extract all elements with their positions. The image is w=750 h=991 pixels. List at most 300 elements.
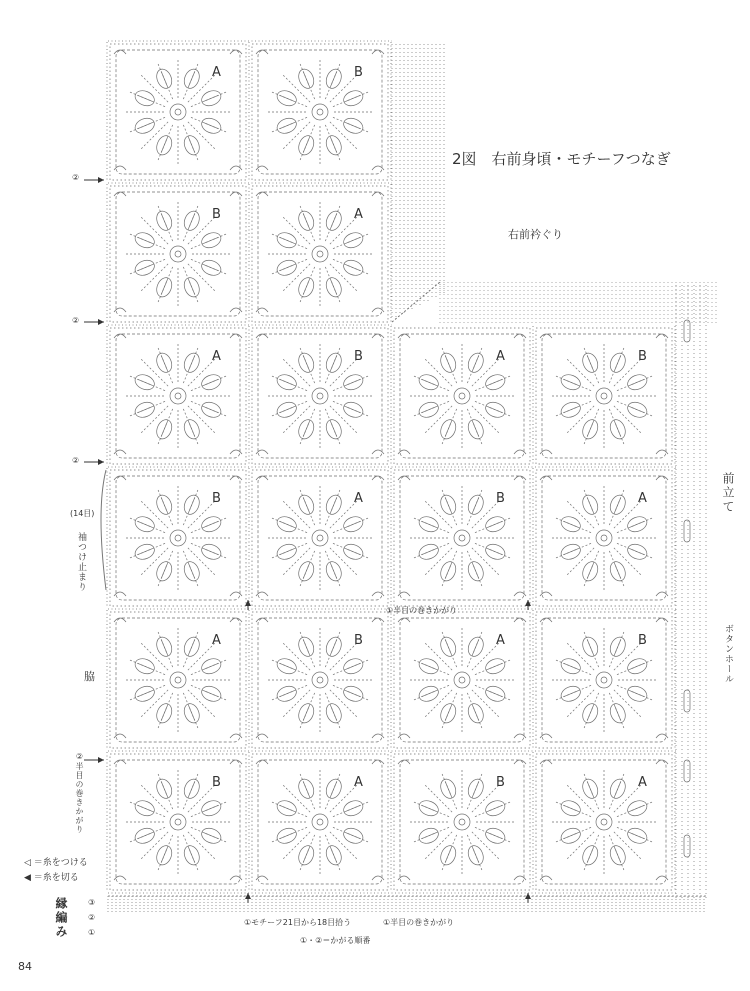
petal-vein bbox=[279, 663, 294, 669]
petal-vein bbox=[421, 663, 436, 669]
petal-vein bbox=[331, 71, 337, 86]
petal-vein bbox=[346, 805, 361, 811]
petal-vein bbox=[421, 691, 436, 697]
petal-vein bbox=[587, 355, 593, 370]
petal-vein bbox=[445, 497, 451, 512]
petal-vein bbox=[303, 422, 309, 437]
center-ring bbox=[170, 104, 186, 120]
motif-A bbox=[536, 470, 672, 606]
petal-vein bbox=[473, 848, 479, 863]
motif-B bbox=[110, 186, 246, 322]
petal-vein bbox=[189, 213, 195, 228]
corner-chain bbox=[514, 476, 526, 480]
center-dot bbox=[601, 677, 607, 683]
petal-vein bbox=[587, 848, 593, 863]
petal-vein bbox=[473, 706, 479, 721]
motif-A bbox=[110, 44, 246, 180]
corner-chain bbox=[514, 334, 526, 338]
petal-vein bbox=[488, 691, 503, 697]
corner-chain bbox=[114, 592, 126, 596]
petal-vein bbox=[303, 564, 309, 579]
center-ring bbox=[312, 104, 328, 120]
petal-vein bbox=[137, 663, 152, 669]
corner-chain bbox=[114, 308, 126, 312]
petal-vein bbox=[587, 564, 593, 579]
petal-vein bbox=[630, 663, 645, 669]
petal-vein bbox=[279, 549, 294, 555]
center-ring bbox=[454, 814, 470, 830]
petal-vein bbox=[473, 497, 479, 512]
join-arrowhead bbox=[98, 459, 104, 465]
center-dot bbox=[459, 535, 465, 541]
motif-B bbox=[536, 612, 672, 748]
buttonhole bbox=[684, 690, 690, 712]
petal-vein bbox=[615, 639, 621, 654]
center-dot bbox=[459, 393, 465, 399]
petal-vein bbox=[189, 781, 195, 796]
petal-vein bbox=[473, 355, 479, 370]
motif-letter: B bbox=[496, 491, 505, 506]
motif-B bbox=[252, 328, 388, 464]
center-dot bbox=[175, 677, 181, 683]
petal-vein bbox=[137, 95, 152, 101]
petal-vein bbox=[346, 237, 361, 243]
petal-vein bbox=[137, 805, 152, 811]
petal-vein bbox=[331, 639, 337, 654]
corner-chain bbox=[372, 192, 384, 196]
petal-vein bbox=[161, 138, 167, 153]
corner-chain bbox=[230, 50, 242, 54]
petal-vein bbox=[137, 237, 152, 243]
petal-vein bbox=[303, 71, 309, 86]
petal-vein bbox=[189, 71, 195, 86]
petal-vein bbox=[303, 138, 309, 153]
corner-chain bbox=[398, 450, 410, 454]
petal-vein bbox=[445, 706, 451, 721]
petal-vein bbox=[346, 833, 361, 839]
petal-vein bbox=[279, 379, 294, 385]
petal-vein bbox=[346, 123, 361, 129]
corner-chain bbox=[256, 450, 268, 454]
center-dot bbox=[317, 109, 323, 115]
petal-vein bbox=[331, 706, 337, 721]
petal-vein bbox=[473, 781, 479, 796]
petal-vein bbox=[346, 95, 361, 101]
motif-B bbox=[252, 44, 388, 180]
petal-vein bbox=[346, 265, 361, 271]
petal-vein bbox=[189, 564, 195, 579]
corner-chain bbox=[372, 50, 384, 54]
motif-letter: A bbox=[212, 65, 221, 80]
corner-chain bbox=[230, 760, 242, 764]
petal-vein bbox=[279, 691, 294, 697]
corner-chain bbox=[114, 450, 126, 454]
petal-vein bbox=[445, 355, 451, 370]
petal-vein bbox=[137, 123, 152, 129]
petal-vein bbox=[331, 497, 337, 512]
corner-chain bbox=[230, 192, 242, 196]
corner-chain bbox=[114, 876, 126, 880]
center-ring bbox=[170, 814, 186, 830]
petal-vein bbox=[346, 549, 361, 555]
corner-chain bbox=[256, 308, 268, 312]
corner-chain bbox=[256, 166, 268, 170]
center-dot bbox=[175, 535, 181, 541]
edging-row-1: ① bbox=[88, 928, 96, 937]
petal-vein bbox=[161, 706, 167, 721]
armhole-rows-label: (14目) bbox=[70, 509, 95, 518]
petal-vein bbox=[421, 407, 436, 413]
petal-vein bbox=[587, 422, 593, 437]
corner-chain bbox=[514, 618, 526, 622]
center-dot bbox=[175, 393, 181, 399]
center-dot bbox=[601, 535, 607, 541]
petal-vein bbox=[137, 379, 152, 385]
center-ring bbox=[312, 672, 328, 688]
petal-vein bbox=[331, 138, 337, 153]
petal-vein bbox=[189, 497, 195, 512]
petal-vein bbox=[204, 379, 219, 385]
petal-vein bbox=[161, 497, 167, 512]
motif-A bbox=[394, 612, 530, 748]
petal-vein bbox=[331, 564, 337, 579]
motif-letter: B bbox=[638, 349, 647, 364]
center-dot bbox=[317, 819, 323, 825]
petal-vein bbox=[161, 213, 167, 228]
corner-chain bbox=[398, 592, 410, 596]
attach-yarn-icon: ◁ bbox=[24, 858, 31, 868]
petal-vein bbox=[279, 833, 294, 839]
join-marker-row2: ② bbox=[72, 316, 80, 325]
center-ring bbox=[170, 388, 186, 404]
petal-vein bbox=[137, 521, 152, 527]
center-ring bbox=[170, 246, 186, 262]
petal-vein bbox=[488, 379, 503, 385]
petal-vein bbox=[615, 848, 621, 863]
corner-chain bbox=[656, 476, 668, 480]
corner-chain bbox=[398, 876, 410, 880]
center-dot bbox=[601, 819, 607, 825]
buttonhole bbox=[684, 520, 690, 542]
petal-vein bbox=[303, 706, 309, 721]
center-ring bbox=[170, 672, 186, 688]
neck-shaping bbox=[392, 44, 444, 320]
motif-B bbox=[394, 754, 530, 890]
petal-vein bbox=[189, 639, 195, 654]
petal-vein bbox=[204, 237, 219, 243]
petal-vein bbox=[189, 280, 195, 295]
petal-vein bbox=[161, 781, 167, 796]
center-ring bbox=[454, 530, 470, 546]
petal-vein bbox=[615, 781, 621, 796]
corner-chain bbox=[230, 618, 242, 622]
motif-letter: A bbox=[212, 349, 221, 364]
petal-vein bbox=[630, 549, 645, 555]
petal-vein bbox=[630, 691, 645, 697]
motif-letter: A bbox=[354, 775, 363, 790]
petal-vein bbox=[445, 564, 451, 579]
petal-vein bbox=[473, 564, 479, 579]
corner-chain bbox=[398, 734, 410, 738]
center-ring bbox=[312, 246, 328, 262]
petal-vein bbox=[331, 213, 337, 228]
center-dot bbox=[317, 393, 323, 399]
center-ring bbox=[170, 530, 186, 546]
corner-chain bbox=[656, 618, 668, 622]
join-marker-row1: ② bbox=[72, 173, 80, 182]
petal-vein bbox=[303, 497, 309, 512]
center-ring bbox=[312, 814, 328, 830]
corner-chain bbox=[372, 618, 384, 622]
petal-vein bbox=[587, 497, 593, 512]
corner-chain bbox=[372, 760, 384, 764]
motif-A bbox=[252, 754, 388, 890]
join-order-label: ①・②＝かがる順番 bbox=[300, 936, 371, 945]
petal-vein bbox=[563, 407, 578, 413]
petal-vein bbox=[204, 95, 219, 101]
armhole-label: 袖つけ止まり bbox=[76, 532, 86, 592]
petal-vein bbox=[473, 422, 479, 437]
petal-vein bbox=[279, 237, 294, 243]
motif-letter: B bbox=[212, 775, 221, 790]
center-dot bbox=[317, 251, 323, 257]
petal-vein bbox=[331, 355, 337, 370]
petal-vein bbox=[615, 706, 621, 721]
edging-row-3: ③ bbox=[88, 898, 96, 907]
petal-vein bbox=[421, 549, 436, 555]
corner-chain bbox=[256, 876, 268, 880]
corner-chain bbox=[372, 476, 384, 480]
petal-vein bbox=[204, 123, 219, 129]
petal-vein bbox=[346, 663, 361, 669]
petal-vein bbox=[421, 805, 436, 811]
petal-vein bbox=[161, 848, 167, 863]
petal-vein bbox=[563, 521, 578, 527]
corner-chain bbox=[540, 450, 552, 454]
motif-A bbox=[252, 470, 388, 606]
corner-chain bbox=[540, 592, 552, 596]
corner-chain bbox=[656, 334, 668, 338]
petal-vein bbox=[587, 706, 593, 721]
petal-vein bbox=[331, 781, 337, 796]
petal-vein bbox=[161, 280, 167, 295]
edging-row-2: ② bbox=[88, 913, 96, 922]
join-arrowhead bbox=[98, 177, 104, 183]
petal-vein bbox=[137, 407, 152, 413]
corner-chain bbox=[372, 334, 384, 338]
petal-vein bbox=[346, 407, 361, 413]
corner-chain bbox=[514, 760, 526, 764]
corner-chain bbox=[230, 476, 242, 480]
motif-B bbox=[110, 754, 246, 890]
petal-vein bbox=[204, 691, 219, 697]
motif-letter: B bbox=[212, 491, 221, 506]
center-ring bbox=[596, 388, 612, 404]
petal-vein bbox=[279, 805, 294, 811]
petal-vein bbox=[279, 95, 294, 101]
motif-letter: B bbox=[212, 207, 221, 222]
petal-vein bbox=[303, 280, 309, 295]
center-ring bbox=[596, 814, 612, 830]
legend-attach-text: ＝糸をつける bbox=[33, 858, 88, 868]
petal-vein bbox=[445, 639, 451, 654]
center-ring bbox=[596, 530, 612, 546]
petal-vein bbox=[346, 691, 361, 697]
petal-vein bbox=[488, 407, 503, 413]
motif-letter: A bbox=[212, 633, 221, 648]
petal-vein bbox=[630, 379, 645, 385]
petal-vein bbox=[204, 265, 219, 271]
petal-vein bbox=[303, 213, 309, 228]
petal-vein bbox=[421, 379, 436, 385]
petal-vein bbox=[630, 407, 645, 413]
bottom-edging bbox=[108, 896, 706, 912]
cut-yarn-icon: ◀ bbox=[24, 873, 31, 883]
petal-vein bbox=[303, 848, 309, 863]
petal-vein bbox=[204, 663, 219, 669]
petal-vein bbox=[630, 521, 645, 527]
petal-vein bbox=[204, 805, 219, 811]
petal-vein bbox=[488, 549, 503, 555]
petal-vein bbox=[445, 848, 451, 863]
petal-vein bbox=[137, 549, 152, 555]
center-dot bbox=[175, 251, 181, 257]
center-dot bbox=[601, 393, 607, 399]
legend-attach bbox=[24, 855, 88, 868]
petal-vein bbox=[473, 639, 479, 654]
petal-vein bbox=[204, 549, 219, 555]
motif-letter: A bbox=[496, 633, 505, 648]
motif-B bbox=[536, 328, 672, 464]
petal-vein bbox=[161, 639, 167, 654]
petal-vein bbox=[331, 280, 337, 295]
motif-letter: A bbox=[354, 491, 363, 506]
petal-vein bbox=[563, 691, 578, 697]
petal-vein bbox=[204, 407, 219, 413]
center-dot bbox=[317, 677, 323, 683]
petal-vein bbox=[303, 355, 309, 370]
motif-letter: B bbox=[496, 775, 505, 790]
motif-letter: B bbox=[354, 633, 363, 648]
neckline-label: 右前衿ぐり bbox=[508, 228, 563, 241]
petal-vein bbox=[445, 422, 451, 437]
petal-vein bbox=[279, 407, 294, 413]
petal-vein bbox=[563, 805, 578, 811]
motif-letter: A bbox=[638, 775, 647, 790]
motif-letter: B bbox=[354, 65, 363, 80]
bottom-join-label-2: ①半目の巻きかがり bbox=[383, 918, 455, 927]
join-arrowhead bbox=[98, 319, 104, 325]
buttonhole bbox=[684, 835, 690, 857]
petal-vein bbox=[630, 805, 645, 811]
motif-letter: B bbox=[354, 349, 363, 364]
page-number: 84 bbox=[18, 960, 32, 973]
front-band-label: 前立て bbox=[721, 472, 735, 514]
motif-letter: A bbox=[354, 207, 363, 222]
edging-label: 縁編み bbox=[54, 897, 68, 939]
motif-B bbox=[394, 470, 530, 606]
side-start-label: ②半目の巻きかがり bbox=[75, 752, 84, 834]
petal-vein bbox=[303, 781, 309, 796]
center-dot bbox=[175, 819, 181, 825]
petal-vein bbox=[161, 422, 167, 437]
center-dot bbox=[175, 109, 181, 115]
petal-vein bbox=[189, 355, 195, 370]
petal-vein bbox=[615, 497, 621, 512]
corner-chain bbox=[230, 334, 242, 338]
petal-vein bbox=[189, 422, 195, 437]
motif-A bbox=[110, 328, 246, 464]
buttonhole-label: ボタンホール bbox=[723, 624, 733, 684]
center-dot bbox=[317, 535, 323, 541]
diagram-title: 2図 右前身頃・モチーフつなぎ bbox=[452, 150, 671, 168]
petal-vein bbox=[563, 833, 578, 839]
motif-letter: A bbox=[496, 349, 505, 364]
motif-A bbox=[110, 612, 246, 748]
petal-vein bbox=[161, 564, 167, 579]
petal-vein bbox=[445, 781, 451, 796]
petal-vein bbox=[161, 71, 167, 86]
join-marker-row3: ② bbox=[72, 456, 80, 465]
petal-vein bbox=[488, 805, 503, 811]
motif-letter: B bbox=[638, 633, 647, 648]
petal-vein bbox=[303, 639, 309, 654]
petal-vein bbox=[189, 138, 195, 153]
corner-chain bbox=[540, 876, 552, 880]
petal-vein bbox=[630, 833, 645, 839]
motif-A bbox=[252, 186, 388, 322]
armhole-bracket bbox=[101, 470, 106, 590]
side-label: 脇 bbox=[84, 670, 95, 683]
center-ring bbox=[312, 530, 328, 546]
corner-chain bbox=[114, 734, 126, 738]
bottom-join-label-1: ①モチーフ21目から18目拾う bbox=[244, 918, 352, 927]
petal-vein bbox=[488, 521, 503, 527]
petal-vein bbox=[346, 379, 361, 385]
petal-vein bbox=[615, 422, 621, 437]
petal-vein bbox=[279, 521, 294, 527]
corner-chain bbox=[540, 734, 552, 738]
petal-vein bbox=[421, 521, 436, 527]
motif-B bbox=[110, 470, 246, 606]
petal-vein bbox=[161, 355, 167, 370]
petal-vein bbox=[615, 355, 621, 370]
center-ring bbox=[454, 388, 470, 404]
mid-join-label: ①半目の巻きかがり bbox=[386, 606, 458, 615]
petal-vein bbox=[331, 848, 337, 863]
center-dot bbox=[459, 677, 465, 683]
motif-B bbox=[252, 612, 388, 748]
corner-chain bbox=[114, 166, 126, 170]
petal-vein bbox=[279, 265, 294, 271]
petal-vein bbox=[563, 379, 578, 385]
corner-chain bbox=[256, 734, 268, 738]
petal-vein bbox=[137, 265, 152, 271]
center-ring bbox=[312, 388, 328, 404]
petal-vein bbox=[587, 781, 593, 796]
petal-vein bbox=[204, 521, 219, 527]
center-ring bbox=[596, 672, 612, 688]
corner-chain bbox=[656, 760, 668, 764]
petal-vein bbox=[331, 422, 337, 437]
petal-vein bbox=[204, 833, 219, 839]
legend-cut bbox=[24, 870, 79, 883]
petal-vein bbox=[563, 663, 578, 669]
petal-vein bbox=[563, 549, 578, 555]
petal-vein bbox=[279, 123, 294, 129]
petal-vein bbox=[587, 639, 593, 654]
petal-vein bbox=[615, 564, 621, 579]
